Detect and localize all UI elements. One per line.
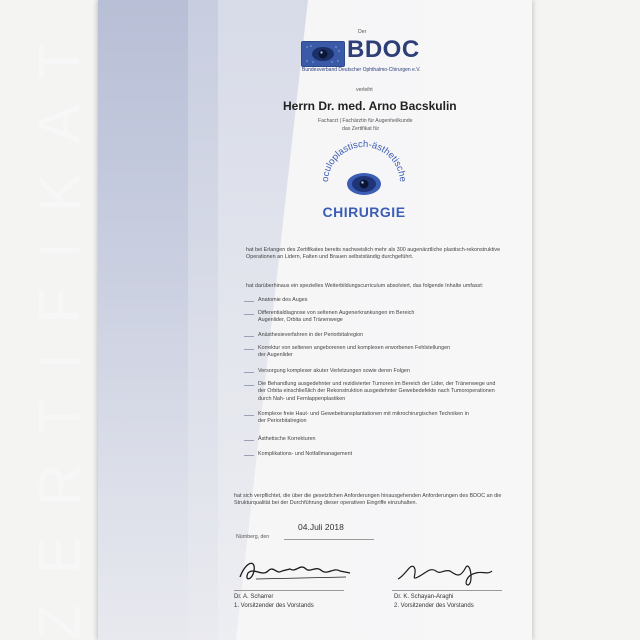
signatory-1-role: 1. Vorsitzender des Vorstands: [234, 603, 314, 609]
topic-item: Versorgung komplexer akuter Verletzungen sowie deren Folgen: [258, 368, 410, 374]
signatory-1-name: Dr. A. Scharrer: [234, 594, 274, 600]
topic-item: Komplexe freie Haut- und Gewebetransplantationen mit mikrochirurgischen Techniken in der Periorbitalregion: [258, 411, 469, 425]
signature-scharrer: [236, 553, 356, 587]
seal-arc-text: oculoplastisch-ästhetische: [319, 138, 409, 183]
topic-item: Komplikations- und Notfallmanagement: [258, 451, 353, 457]
bdoc-logo-text: BDOC: [347, 36, 420, 63]
oculoplastic-seal: [314, 137, 414, 232]
signature-line-2: [392, 590, 502, 591]
certificate-date: 04.Juli 2018: [298, 522, 344, 532]
recipient-title-line2: das Zertifikat für: [342, 126, 380, 132]
obligation-text: hat sich verpflichtet, die über die gesetzlichen Anforderungen hinausgehenden Anforderungen des BDOC an die Strukturqualität bei der Durchführung dieser operativen Eingriffe einzuhalten.: [234, 493, 502, 507]
recipient-name: Herrn Dr. med. Arno Bacskulin: [283, 99, 457, 113]
topic-item: Ästhetische Korrekturen: [258, 436, 316, 442]
topic-item: Differentialdiagnose von seltenen Augenerkrankungen im Bereich Augenlider, Orbita und Tränenwege: [258, 310, 415, 324]
org-full-name: Bundesverband Deutscher Ophthalmo-Chirurgen e.V.: [302, 67, 421, 73]
topic-item: Anatomie des Auges: [258, 297, 308, 303]
vertical-title: ZERTIFIKAT: [27, 13, 93, 640]
topic-item: Korrektur von seltenen angeborenen und komplexen erworbenen Fehlstellungen der Augenlider: [258, 345, 451, 359]
header-der: Der: [358, 29, 367, 35]
place-label: Nürnberg, den: [236, 534, 270, 540]
topic-item: Die Behandlung ausgedehnter und rezidivierter Tumoren im Bereich der Lider, der Tränenwege und der Orbita einschließlich der Rekonstruktion ausgedehnter Gewebedefekte nach Tumoroperationen durch Nah- und Fernlappenplastiken: [258, 381, 496, 402]
signature-line-1: [234, 590, 344, 591]
signatory-2-role: 2. Vorsitzender des Vorstands: [394, 603, 474, 609]
intro-text: hat bei Erlangen des Zertifikates bereits nachweislich mehr als 300 augenärztliche plastisch-rekonstruktive Operationen an Lidern, Falten und Brauen selbstständig durchgeführt.: [246, 247, 501, 261]
seal-main-text: CHIRURGIE: [322, 204, 406, 220]
bdoc-logo-icon: [301, 41, 345, 67]
topic-item: Anästhesieverfahren in der Periorbitalregion: [258, 332, 364, 338]
curriculum-intro: hat darüberhinaus ein spezielles Weiterbildungscurriculum absolviert, das folgende Inhalte umfasst:: [246, 283, 484, 289]
header-verleiht: verleiht: [356, 87, 373, 93]
signature-schayan-araghi: [396, 557, 496, 587]
date-line: [284, 539, 374, 540]
signatory-2-name: Dr. K. Schayan-Araghi: [394, 594, 454, 600]
recipient-title-line1: Facharzt | Fachärztin für Augenheilkunde: [318, 118, 413, 124]
